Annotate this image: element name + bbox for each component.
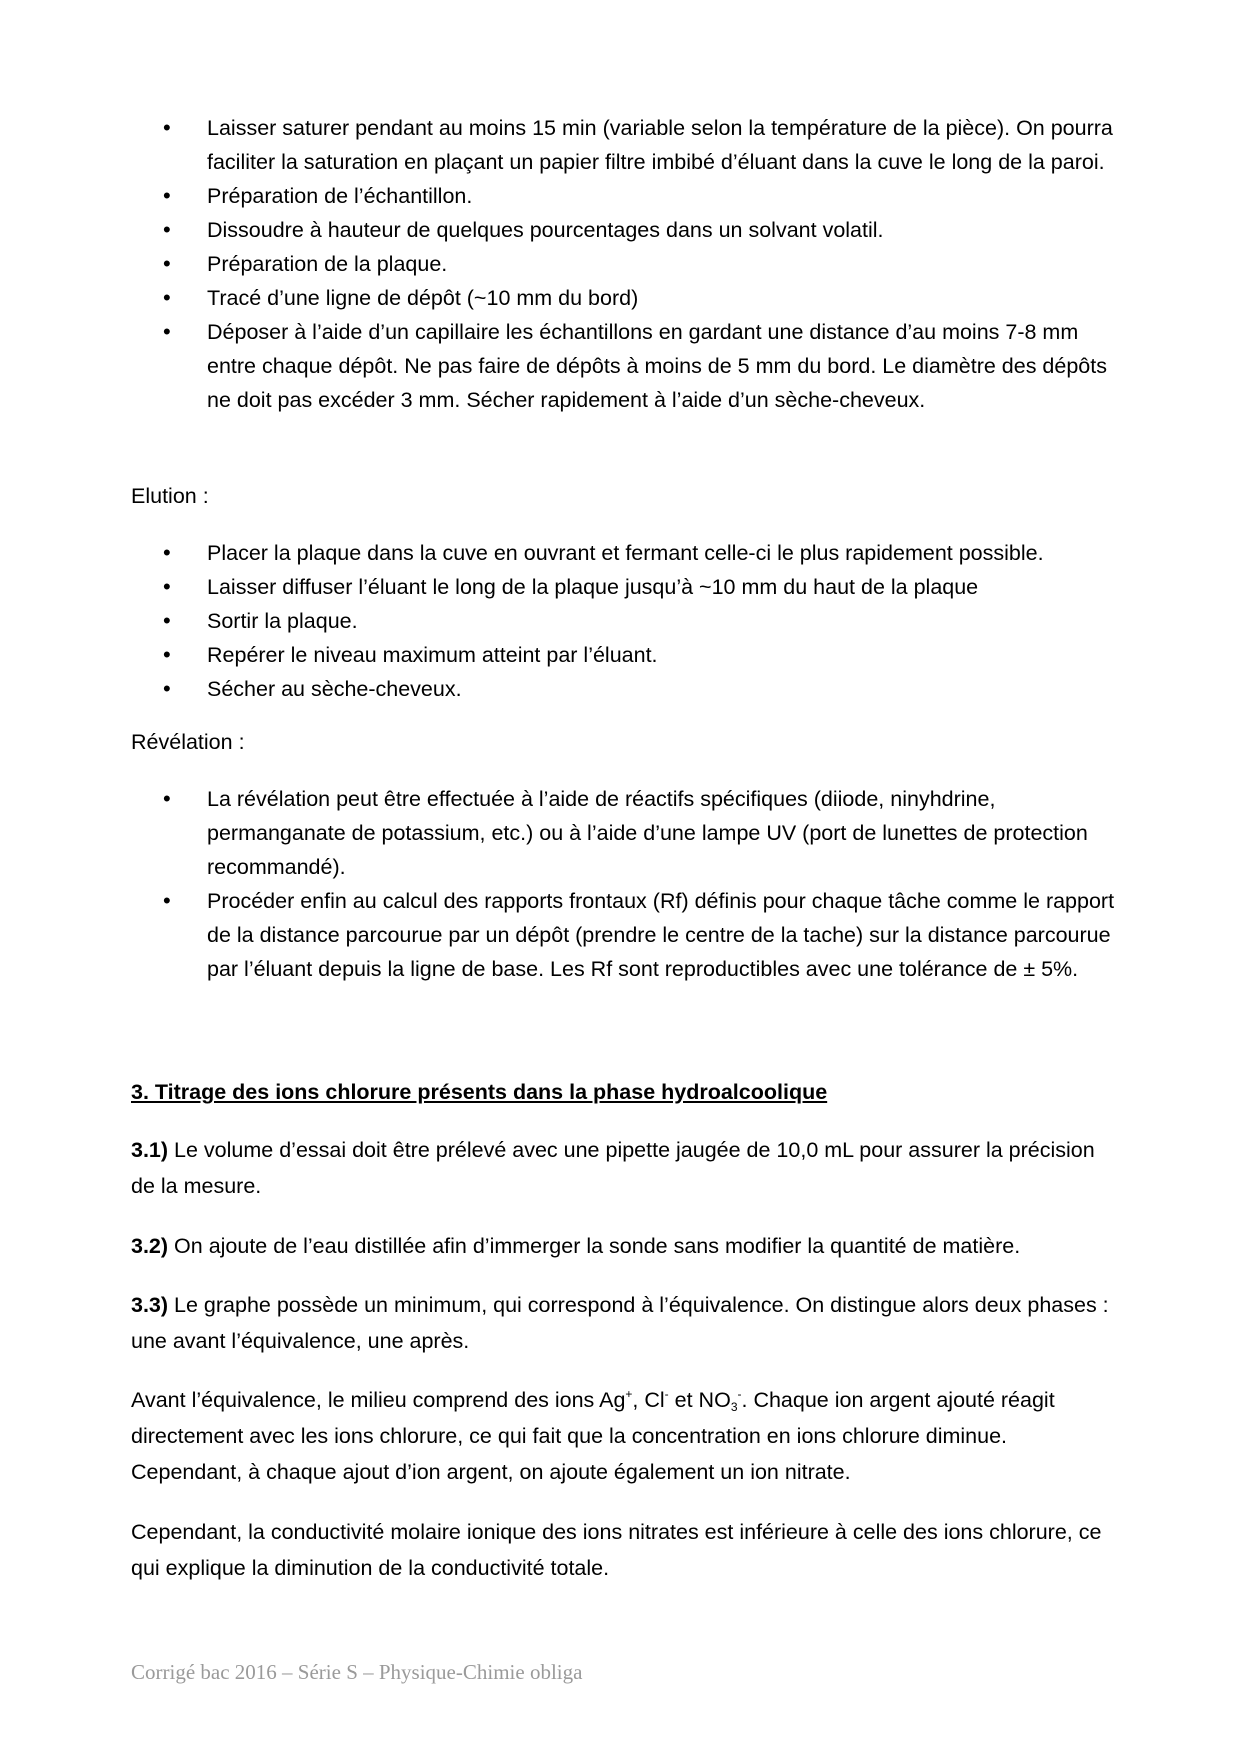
- list-item: • Sortir la plaque.: [0, 604, 1240, 638]
- list-item: • Préparation de l’échantillon.: [0, 179, 1240, 213]
- section-title: 3. Titrage des ions chlorure présents dans la phase hydroalcoolique: [131, 1080, 828, 1104]
- list-item: • Tracé d’une ligne de dépôt (~10 mm du bord): [0, 281, 1240, 315]
- answer-text: On ajoute de l’eau distillée afin d’immerger la sonde sans modifier la quantité de matière.: [168, 1234, 1021, 1258]
- revelation-label: Révélation :: [131, 730, 245, 754]
- answer-number: 3.3): [131, 1293, 169, 1317]
- answer-text: Le graphe possède un minimum, qui correspond à l’équivalence. On distingue alors deux phases : une avant l’équivalence, une après.: [131, 1293, 1109, 1353]
- list-item: • Laisser diffuser l’éluant le long de la plaque jusqu’à ~10 mm du haut de la plaque: [0, 570, 1240, 604]
- answer-text: Le volume d’essai doit être prélevé avec une pipette jaugée de 10,0 mL pour assurer la précision de la mesure.: [131, 1138, 1095, 1198]
- list-item: • Préparation de la plaque.: [0, 247, 1240, 281]
- list-item: • Dissoudre à hauteur de quelques pourcentages dans un solvant volatil.: [0, 213, 1240, 247]
- preparation-list: [0, 111, 1240, 417]
- list-item: • Déposer à l’aide d’un capillaire les échantillons en gardant une distance d’au moins 7-8 mm entre chaque dépôt. Ne pas faire de dépôts à moins de 5 mm du bord. Le diamètre des dépôts ne doit pas excéder 3 mm. Sécher rapidement à l’aide d’un sèche-cheveux.: [0, 315, 1240, 417]
- answer-3-1: [131, 1132, 1121, 1204]
- elution-label: Elution :: [131, 484, 209, 508]
- list-item: • Repérer le niveau maximum atteint par l’éluant.: [0, 638, 1240, 672]
- list-item: • Placer la plaque dans la cuve en ouvrant et fermant celle-ci le plus rapidement possible.: [0, 536, 1240, 570]
- list-item: • La révélation peut être effectuée à l’aide de réactifs spécifiques (diiode, ninyhdrine, permanganate de potassium, etc.) ou à l’aide d’une lampe UV (port de lunettes de protection recommandé).: [0, 782, 1240, 884]
- paragraph-before-equivalence: Avant l’équivalence, le milieu comprend des ions Ag+, Cl- et $NO_3^-$. Chaque ion argent ajouté réagit directement avec les ions chlorure, ce qui fait que la concentration en ions chlorure diminue. Cependant, à chaque ajout d’ion argent, on ajoute également un ion nitrate.: [131, 1387, 1055, 1484]
- answer-3-3: [131, 1287, 1121, 1359]
- revelation-list: [0, 782, 1240, 986]
- page-footer: Corrigé bac 2016 – Série S – Physique-Chimie obliga: [131, 1660, 583, 1684]
- answer-3-2: [131, 1228, 1121, 1264]
- list-item: • Procéder enfin au calcul des rapports frontaux (Rf) définis pour chaque tâche comme le rapport de la distance parcourue par un dépôt (prendre le centre de la tache) sur la distance parcourue par l’éluant depuis la ligne de base. Les Rf sont reproductibles avec une tolérance de ± 5%.: [0, 884, 1240, 986]
- elution-list: [0, 536, 1240, 706]
- list-item: • Sécher au sèche-cheveux.: [0, 672, 1240, 706]
- answer-number: 3.1): [131, 1138, 169, 1162]
- paragraph-conductivity: Cependant, la conductivité molaire ionique des ions nitrates est inférieure à celle des ions chlorure, ce qui explique la diminution de la conductivité totale.: [131, 1520, 1102, 1580]
- list-item: • Laisser saturer pendant au moins 15 min (variable selon la température de la pièce). On pourra faciliter la saturation en plaçant un papier filtre imbibé d’éluant dans la cuve le long de la paroi.: [0, 111, 1240, 179]
- answer-number: 3.2): [131, 1234, 169, 1258]
